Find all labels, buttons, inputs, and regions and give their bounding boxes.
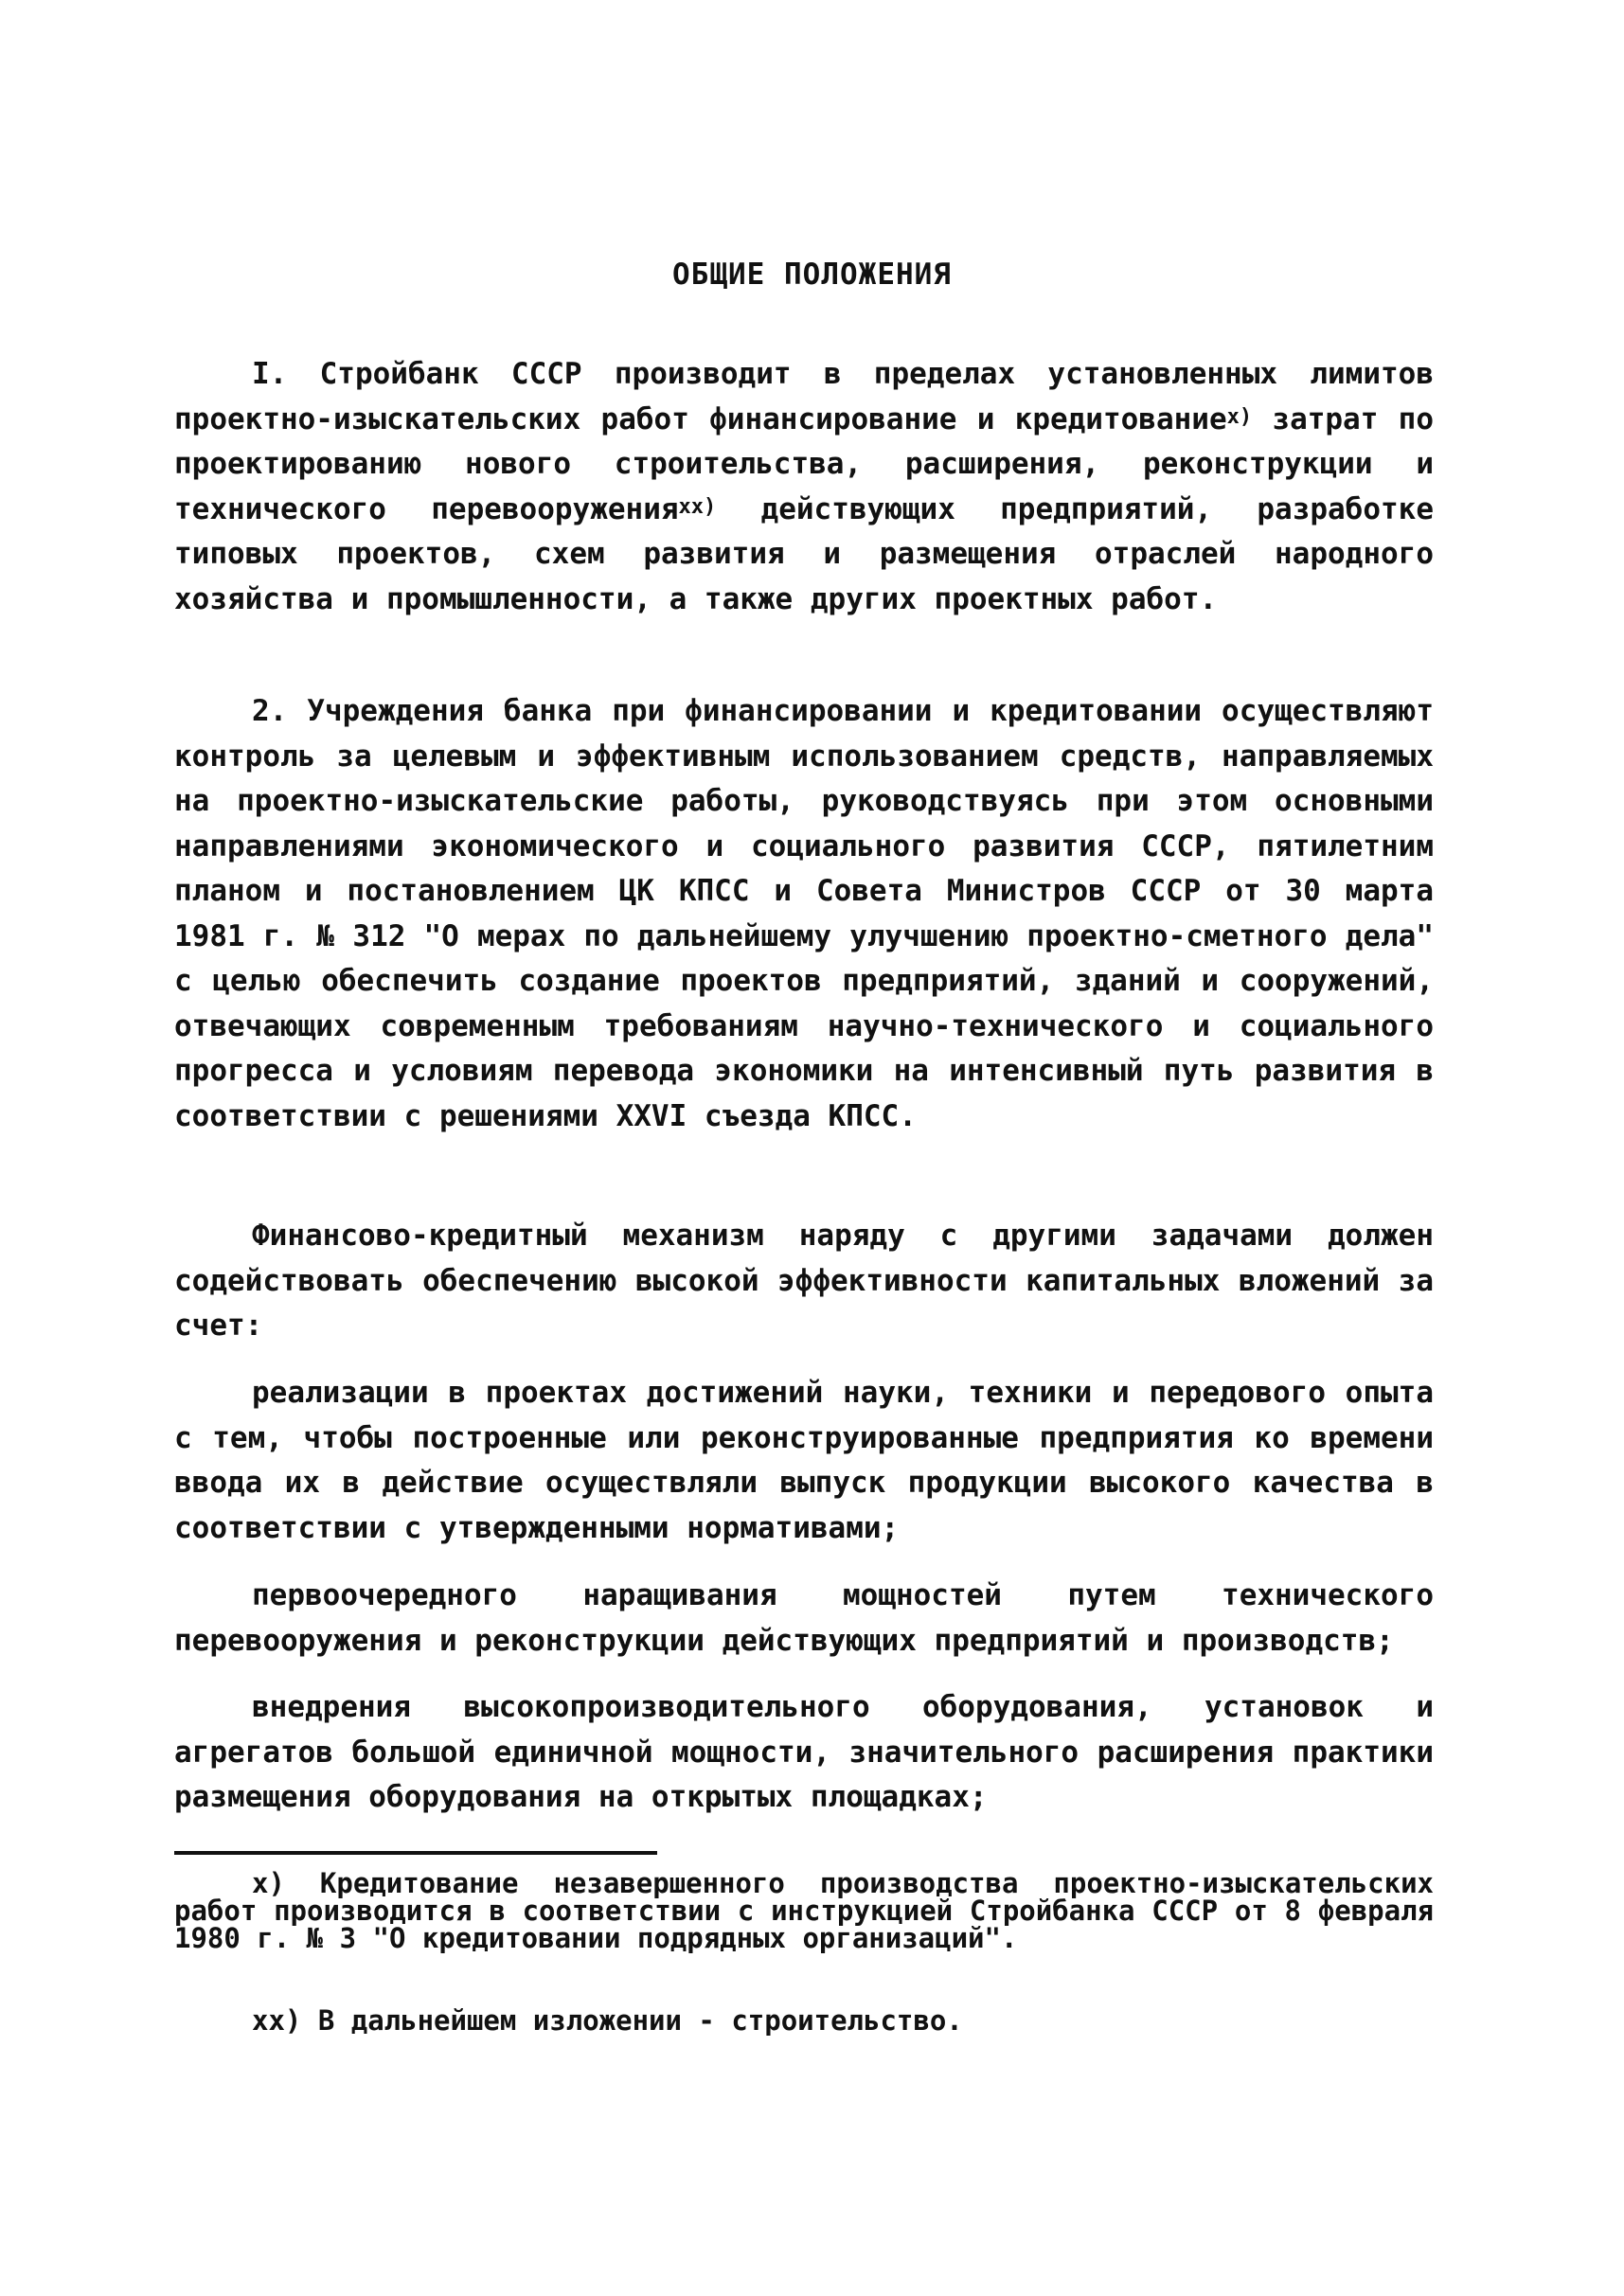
page-title: ОБЩИЕ ПОЛОЖЕНИЯ — [672, 258, 952, 292]
paragraph-1-part-2: затрат по проектированию нового строительства, расширения, реконструкции и технического перевооружения — [174, 401, 1434, 526]
list-item-2-text: первоочередного наращивания мощностей путем технического перевооружения и реконструкции действующих предприятий и производств; — [174, 1578, 1434, 1658]
list-item-3 — [174, 1685, 1434, 1821]
list-item-2 — [174, 1574, 1434, 1664]
list-item-3-text: внедрения высокопроизводительного оборудования, установок и агрегатов большой единичной мощности, значительного расширения практики размещения оборудования на открытых площадках; — [174, 1690, 1434, 1814]
footnote-ref-2: xx) — [678, 494, 717, 519]
paragraph-1-part-3: действующих предприятий, разработке типовых проектов, схем развития и размещения отраслей народного хозяйства и промышленности, а также других проектных работ. — [174, 491, 1434, 616]
paragraph-2 — [174, 689, 1434, 1139]
paragraph-2-text: 2. Учреждения банка при финансировании и кредитовании осуществляют контроль за целевым и эффективным использованием средств, направляемых на проектно-изыскательские работы, руководствуясь при этом основными направлениями экономического и социального развития СССР, пятилетним планом и постановлением ЦК КПСС и Совета Министров СССР от 30 марта 1981 г. № 312 "О мерах по дальнейшему улучшению проектно-сметного дела" с целью обеспечить создание проектов предприятий, зданий и сооружений, отвечающих современным требованиям научно-технического и социального прогресса и условиям перевода экономики на интенсивный путь развития в соответствии с решениями XXVI съезда КПСС. — [174, 694, 1434, 1133]
paragraph-3-text: Финансово-кредитный механизм наряду с другими задачами должен содействовать обеспечению высокой эффективности капитальных вложений за счет: — [174, 1219, 1434, 1343]
footnote-1 — [174, 1867, 1434, 1954]
footnote-2 — [174, 2004, 1434, 2037]
list-item-1 — [174, 1371, 1434, 1551]
paragraph-3 — [174, 1214, 1434, 1349]
list-item-1-text: реализации в проектах достижений науки, техники и передового опыта с тем, чтобы построенные или реконструированные предприятия ко времени ввода их в действие осуществляли выпуск продукции высокого качества в соответствии с утвержденными нормативами; — [174, 1376, 1434, 1545]
footnote-1-text: x) Кредитование незавершенного производства проектно-изыскательских работ производится в соответствии с инструкцией Стройбанка СССР от 8 февраля 1980 г. № 3 "О кредитовании подрядных организаций". — [174, 1867, 1434, 1954]
footnote-2-text: xx) В дальнейшем изложении - строительство. — [252, 2004, 963, 2037]
footnote-divider — [174, 1851, 657, 1855]
paragraph-1-part-1: I. Стройбанк СССР производит в пределах установленных лимитов проектно-изыскательских работ финансирование и кредитование — [174, 357, 1434, 436]
paragraph-1-text — [174, 352, 1434, 622]
paragraph-1 — [174, 352, 1434, 622]
footnote-ref-1: x) — [1226, 404, 1253, 429]
